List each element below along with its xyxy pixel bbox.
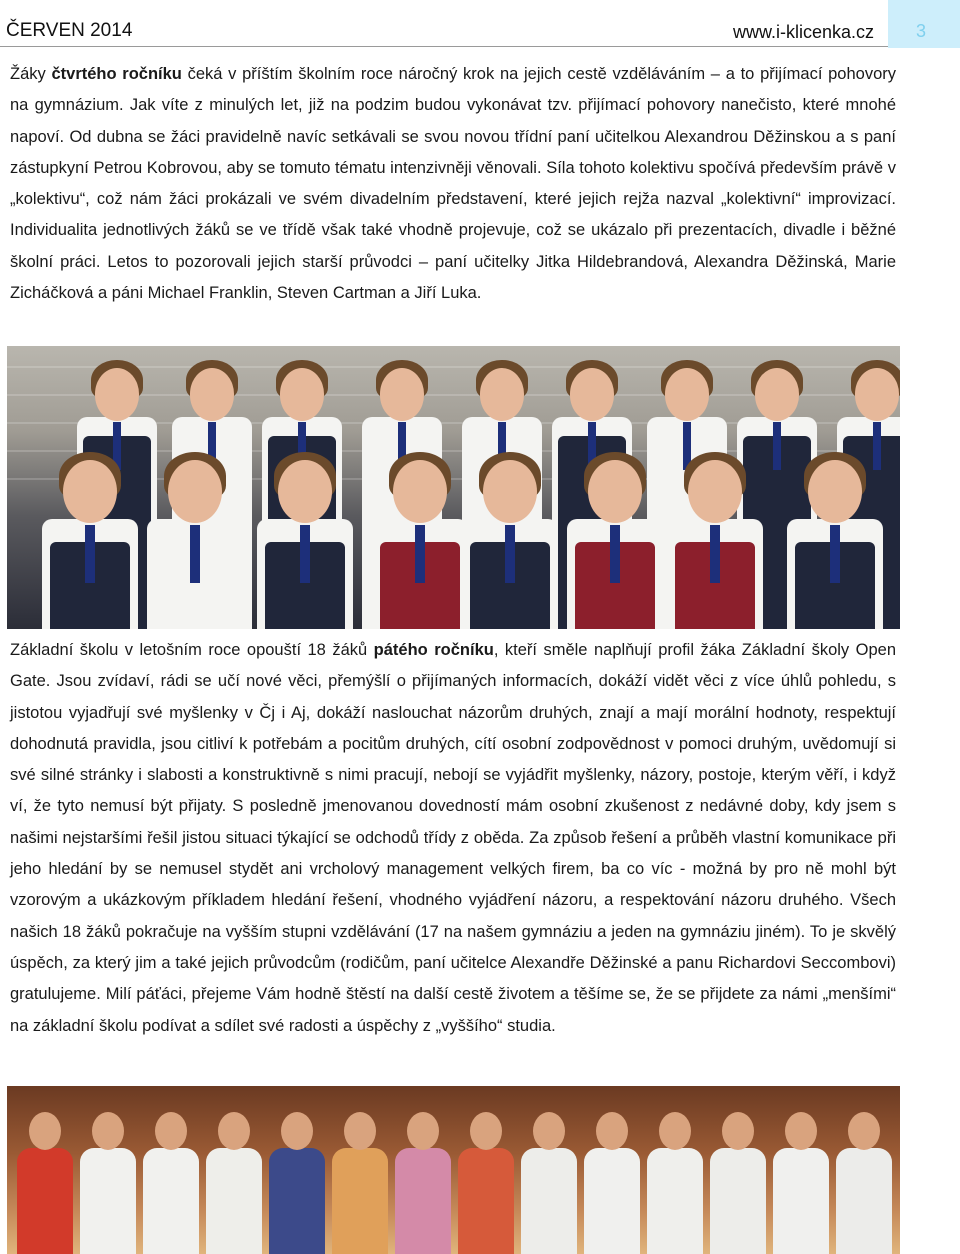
performer	[584, 1148, 640, 1254]
website-url[interactable]: www.i-klicenka.cz	[732, 22, 874, 42]
header-divider	[0, 46, 888, 47]
performer	[836, 1148, 892, 1254]
performer-head	[533, 1112, 565, 1150]
performer-head	[659, 1112, 691, 1150]
paragraph-fourth-grade	[10, 59, 896, 309]
student-front-row	[42, 456, 138, 629]
performer-head	[722, 1112, 754, 1150]
paragraph-text: , kteří směle naplňují profil žáka Základní školy Open Gate. Jsou zvídaví, rádi se učí nové věci, přemýšlí o přijímaných informacích, dokáží vidět věci z více úhlů pohledu, s jistotou vyjadřují své myšlenky v Čj i Aj, dokáží naslouchat názorům druhých, znají a mají morální hodnoty, respektují dohodnutá pravidla, jsou citliví k potřebám a pocitům druhých, cítí osobní zodpovědnost v pomoci druhým, uvědomují si své silné stránky i slabosti a konstruktivně s nimi pracují, nebojí se vyjádřit myšlenky, názory, postoje, kterým věří, i když ví, že tyto nemusí být přijaty. S posledně jmenovanou dovedností mám osobní zkušenost z nedávné doby, kdy jsem s našimi nejstaršími řešil jistou situaci týkající se odchodů třídy z oběda. Za způsob řešení a průběh vlastní komunikace při jeho hledání by se nemusel stydět ani vrcholový management velkých firem, ba co víc - možná by pro ně mohl být vzorovým a ukázkovým příkladem hledání řešení, vhodného vyjádření názoru, a respektování názoru druhého. Všech našich 18 žáků pokračuje na vyšším stupni vzdělávání (17 na našem gymnáziu a jeden na gymnáziu jiném). To je skvělý úspěch, za který jim a také jejich průvodcům (rodičům, paní učitelce Alexandře Děžinské a panu Richardovi Seccombovi) gratulujeme. Milí páťáci, přejeme Vám hodně štěstí na další cestě životem a těšíme se, že se přijdete za námi „menšími“ na základní školu podívat a sdílet své radosti a úspěchy z „vyššího“ studia.	[10, 641, 897, 1035]
performer	[332, 1148, 388, 1254]
performer	[143, 1148, 199, 1254]
student-front-row	[257, 456, 353, 629]
page-header	[0, 0, 960, 48]
performer	[395, 1148, 451, 1254]
paragraph-text: Základní školu v letošním roce opouští 18 žáků	[10, 641, 374, 659]
class-group-photo	[7, 346, 900, 629]
paragraph-fifth-grade	[10, 635, 896, 1042]
paragraph-bold: pátého ročníku	[373, 641, 494, 659]
performer-head	[848, 1112, 880, 1150]
student-front-row	[147, 456, 243, 629]
performer	[17, 1148, 73, 1254]
performer-head	[92, 1112, 124, 1150]
issue-month: ČERVEN 2014	[6, 20, 133, 41]
performer-head	[218, 1112, 250, 1150]
page-number-box	[888, 0, 960, 48]
performer-head	[155, 1112, 187, 1150]
performer-head	[470, 1112, 502, 1150]
paragraph-text: Žáky	[10, 65, 52, 83]
performer-head	[344, 1112, 376, 1150]
performer-head	[785, 1112, 817, 1150]
performer	[647, 1148, 703, 1254]
paragraph-text: čeká v příštím školním roce náročný krok na jejich cestě vzděláváním – a to přijímací pohovory na gymnázium. Jak víte z minulých let, již na podzim budou vykonávat tzv. přijímací pohovory nanečisto, které mnohé napoví. Od dubna se žáci pravidelně navíc setkávali se svou novou třídní paní učitelkou Alexandrou Děžinskou a s paní zástupkyní Petrou Kobrovou, aby se tomuto tématu intenzivněji věnovali. Síla tohoto kolektivu spočívá především právě v „kolektivu“, což nám žáci prokázali ve svém divadelním představení, které jejich rejža nazval „kolektivní“ improvizací. Individualita jednotlivých žáků se ve třídě však také vhodně projevuje, což se ukázalo při prezentacích, divadle i běžné školní práci. Letos to pozorovali jejich starší průvodci – paní učitelky Jitka Hildebrandová, Alexandra Děžinská, Marie Zicháčková a páni Michael Franklin, Steven Cartman a Jiří Luka.	[10, 65, 896, 303]
student-front-row	[372, 456, 468, 629]
performer	[269, 1148, 325, 1254]
performer	[80, 1148, 136, 1254]
student-front-row	[787, 456, 883, 629]
student-front-row	[462, 456, 558, 629]
performer	[458, 1148, 514, 1254]
performer-head	[281, 1112, 313, 1150]
performer-head	[596, 1112, 628, 1150]
performer	[521, 1148, 577, 1254]
paragraph-bold: čtvrtého ročníku	[51, 65, 182, 83]
stage-performance-photo	[7, 1086, 900, 1254]
student-front-row	[567, 456, 663, 629]
performer	[710, 1148, 766, 1254]
student-front-row	[667, 456, 763, 629]
performer	[773, 1148, 829, 1254]
performer	[206, 1148, 262, 1254]
performer-head	[29, 1112, 61, 1150]
performer-head	[407, 1112, 439, 1150]
page-number: 3	[916, 21, 927, 41]
